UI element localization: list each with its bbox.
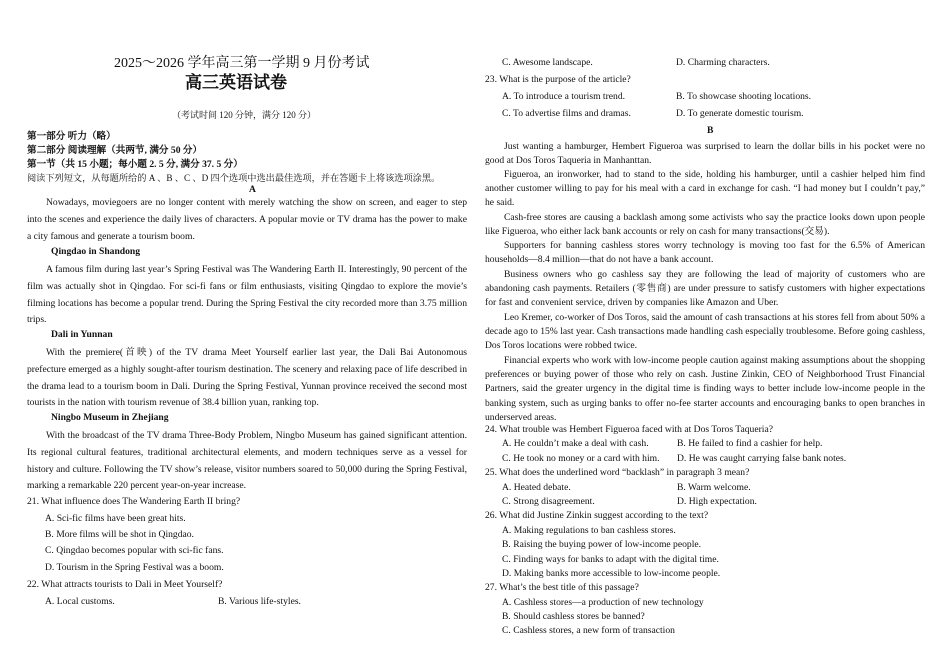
passage-b-p2: Figueroa, an ironworker, had to stand to the side, holding his hamburger, until a cashier helped him find another customer willing to pay for his meal with a card in exchange for cash. “I had money but I couldn’t pay,” he said. [485,169,925,209]
q21-stem: 21. What influence does The Wandering Earth II bring? [27,496,241,507]
heading-qingdao: Qingdao in Shandong [51,246,141,257]
q25-option-d: D. High expectation. [677,496,757,507]
q22-option-b: B. Various life-styles. [218,596,301,607]
q21-option-b: B. More films will be shot in Qingdao. [45,529,194,540]
exam-info: （考试时间 120 分钟，满分 120 分） [172,110,317,120]
passage-a-para2: With the premiere(首映) of the TV drama Meet Yourself earlier last year, the Dali Bai Autonomous prefecture emerged as a highly sought-after tourism destination. The scenery and relaxing pace of life described in the drama lead to a tourism boom in Dali. During the Spring Festival, Yunnan province received the second most tourists in the nation with tourism revenue of 38.4 billion yuan, ranking top. [27,347,467,409]
q23-stem: 23. What is the purpose of the article? [485,74,631,85]
q25-option-a: A. Heated debate. [502,482,571,493]
q24-stem: 24. What trouble was Hembert Figueroa faced with at Dos Toros Taqueria? [485,424,773,435]
q27-option-c: C. Cashless stores, a new form of transaction [502,625,675,636]
q23-option-b: B. To showcase shooting locations. [676,91,812,102]
heading-dali: Dali in Yunnan [51,329,113,340]
q26-option-a: A. Making regulations to ban cashless stores. [502,525,676,536]
q22-stem: 22. What attracts tourists to Dali in Meet Yourself? [27,579,223,590]
q21-option-d: D. Tourism in the Spring Festival was a boom. [45,562,224,573]
q23-option-c: C. To advertise films and dramas. [502,108,631,119]
q24-option-c: C. He took no money or a card with him. [502,453,660,464]
q22-option-d: D. Charming characters. [676,57,770,68]
q21-option-a: A. Sci-fic films have been great hits. [45,513,186,524]
q24-option-b: B. He failed to find a cashier for help. [677,438,823,449]
q25-stem: 25. What does the underlined word “backlash” in paragraph 3 mean? [485,467,750,478]
q26-option-d: D. Making banks more accessible to low-income people. [502,568,721,579]
q27-option-a: A. Cashless stores—a production of new technology [502,597,704,608]
passage-b-p7: Financial experts who work with low-income people caution against making assumptions about the shopping preferences or buying power of those who rely on cash. Justine Zinkin, CEO of Neighborhood Trust Financial Partners, said the greater urgency in the digital time is finding ways to better include low-income people in the banking system, such as urging banks to offer no-fee starter accounts and encouraging banks to open branches in underserved areas. [485,355,925,423]
passage-a-para1: A famous film during last year’s Spring Festival was The Wandering Earth II. Interestingly, 90 percent of the film was actually shot in Qingdao. For sci-fi fans or film enthusiasts, visiting Qingdao to explore the movie’s filming locations has become a popular trend. During the Spring Festival the city recorded more than 3.75 million trips. [27,264,467,326]
section1-heading: 第一节（共 15 小题；每小题 2. 5 分, 满分 37. 5 分） [27,159,243,170]
q26-option-b: B. Raising the buying power of low-income people. [502,539,702,550]
q27-stem: 27. What’s the best title of this passage? [485,582,639,593]
q24-option-d: D. He was caught carrying false bank notes. [677,453,847,464]
instructions: 阅读下列短文，从每题所给的 A 、B 、C 、D 四个选项中选出最佳选项，并在答题卡上将该选项涂黑。 [27,173,441,183]
q21-option-c: C. Qingdao becomes popular with sci-fic fans. [45,545,224,556]
passage-b-p1: Just wanting a hamburger, Hembert Figueroa was surprised to learn the dollar bills in his pocket were no good at Dos Toros Taqueria in Manhanttan. [485,141,925,167]
passage-a-intro: Nowadays, moviegoers are no longer content with merely watching the show on screen, and eager to step into the scenes and experience the daily lives of characters. A popular movie or TV drama has the power to make a city famous and generate a tourism boom. [27,197,467,242]
q22-option-a: A. Local customs. [45,596,115,607]
passage-b-p4: Supporters for banning cashless stores worry technology is moving too fast for the 6.5% of American households—8.4 million—that do not have a bank account. [485,240,925,266]
paper-title: 高三英语试卷 [185,73,287,92]
q24-option-a: A. He couldn’t make a deal with cash. [502,438,649,449]
passage-a-para3: With the broadcast of the TV drama Three-Body Problem, Ningbo Museum has gained significant attention. Its regional cultural features, traditional architectural elements, and modern techniques serve as a vessel for history and culture. Following the TV show’s release, visitor numbers soared to 50,000 during the Spring Festival, marking a remarkable 220 percent year-on-year increase. [27,430,467,492]
q27-option-b: B. Should cashless stores be banned? [502,611,645,622]
passage-b-p3: Cash-free stores are causing a backlash among some activists who say the practice looks down upon people like Figueroa, who either lack bank accounts or rely on cash for many transactions(交易). [485,212,925,238]
passage-b-label: B [707,125,714,136]
q25-option-b: B. Warm welcome. [677,482,751,493]
exam-title: 2025～2026 学年高三第一学期 9 月份考试 [114,56,370,71]
passage-b-p6: Leo Kremer, co-worker of Dos Toros, said the amount of cash transactions at his stores fell from about 50% a decade ago to 15% last year. Cash transactions made handling cash especially troublesome. Before going cashless, Dos Toros locations were robbed twice. [485,312,925,352]
part2-heading: 第二部分 阅读理解（共两节, 满分 50 分） [27,145,203,156]
heading-ningbo: Ningbo Museum in Zhejiang [51,412,169,423]
passage-b-p5: Business owners who go cashless say they are following the lead of majority of customers who are abandoning cash payments. Retailers (零售商) are under pressure to satisfy customers with higher expectations for fast and convenient service, driven by companies like Amazon and Uber. [485,269,925,309]
q25-option-c: C. Strong disagreement. [502,496,595,507]
q23-option-a: A. To introduce a tourism trend. [502,91,626,102]
q23-option-d: D. To generate domestic tourism. [676,108,804,119]
q26-stem: 26. What did Justine Zinkin suggest according to the text? [485,510,709,521]
passage-a-label: A [249,184,256,195]
q22-option-c: C. Awesome landscape. [502,57,593,68]
part1-heading: 第一部分 听力（略） [27,131,116,142]
q26-option-c: C. Finding ways for banks to adapt with the digital time. [502,554,719,565]
